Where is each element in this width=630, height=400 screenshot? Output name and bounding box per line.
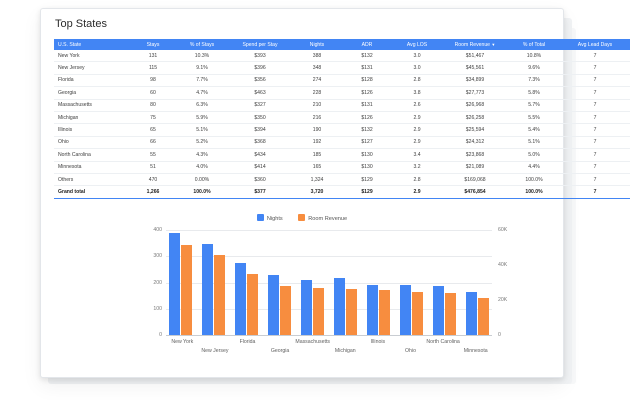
left-axis-tick: 200 [153, 279, 162, 286]
table-cell: 100.0% [508, 186, 560, 198]
table-cell: 2.9 [392, 111, 442, 123]
table-header [54, 39, 630, 50]
table-cell: 5.9% [176, 111, 228, 123]
chart-x-axis-labels [166, 337, 492, 363]
table-cell: 5.5% [508, 111, 560, 123]
table-cell: 10.3% [176, 50, 228, 62]
table-cell: 4.0% [176, 161, 228, 173]
table-cell: 100.0% [508, 173, 560, 185]
table-cell: $377 [228, 186, 292, 198]
bar-nights[interactable] [268, 275, 279, 335]
x-axis-label: Illinois [370, 339, 386, 345]
bar-room-revenue[interactable] [412, 292, 423, 335]
legend-label-nights: Nights [266, 216, 283, 222]
bar-room-revenue[interactable] [478, 298, 489, 335]
table-cell: 7 [560, 62, 630, 74]
table-cell: 470 [130, 173, 176, 185]
table-cell: 55 [130, 149, 176, 161]
table-cell: $34,899 [442, 74, 508, 86]
table-cell: $132 [342, 50, 392, 62]
table-cell: $434 [228, 149, 292, 161]
bar-group [199, 230, 227, 335]
table-cell: 348 [292, 62, 342, 74]
table-cell: 5.2% [176, 136, 228, 148]
table-cell: $414 [228, 161, 292, 173]
bar-group [464, 230, 492, 335]
table-row [54, 50, 630, 62]
legend-item-room-revenue[interactable] [298, 214, 347, 222]
bar-group [332, 230, 360, 335]
table-row [54, 111, 630, 123]
top-states-table [54, 39, 630, 199]
table-cell: 2.6 [392, 99, 442, 111]
bar-group [298, 230, 326, 335]
table-cell: $476,854 [442, 186, 508, 198]
table-row [54, 161, 630, 173]
table-cell: 7 [560, 173, 630, 185]
col-stays[interactable]: Stays [130, 39, 176, 50]
table-cell: 3.4 [392, 149, 442, 161]
bar-nights[interactable] [466, 292, 477, 335]
bar-room-revenue[interactable] [247, 274, 258, 335]
col-spend-per-stay[interactable]: Spend per Stay [228, 39, 292, 50]
table-row [54, 136, 630, 148]
table-row [54, 74, 630, 86]
table-cell: 228 [292, 87, 342, 99]
left-axis-tick: 100 [153, 305, 162, 312]
table-row [54, 124, 630, 136]
x-axis-label: North Carolina [426, 339, 460, 345]
table-cell: 98 [130, 74, 176, 86]
table-cell: $126 [342, 87, 392, 99]
table-cell: 3,720 [292, 186, 342, 198]
legend-item-nights[interactable] [257, 214, 283, 222]
table-cell: $21,089 [442, 161, 508, 173]
table-cell: $23,868 [442, 149, 508, 161]
table-cell: 7.3% [508, 74, 560, 86]
left-axis-tick: 0 [159, 332, 162, 338]
table-cell: 3.2 [392, 161, 442, 173]
bar-room-revenue[interactable] [214, 255, 225, 335]
table-cell: 5.0% [508, 149, 560, 161]
table-cell: Minnesota [54, 161, 130, 173]
table-cell: 80 [130, 99, 176, 111]
bar-room-revenue[interactable] [346, 289, 357, 335]
table-cell: 2.8 [392, 173, 442, 185]
table-cell: 2.8 [392, 74, 442, 86]
table-cell: 7 [560, 99, 630, 111]
table-cell: Massachusetts [54, 99, 130, 111]
table-row [54, 149, 630, 161]
sort-descending-icon: ▼ [491, 41, 496, 47]
table-row [54, 99, 630, 111]
bar-group [232, 230, 260, 335]
table-cell: $129 [342, 186, 392, 198]
x-axis-label: Massachusetts [295, 339, 330, 345]
table-cell: $130 [342, 149, 392, 161]
bar-nights[interactable] [301, 280, 312, 335]
table-cell: 4.3% [176, 149, 228, 161]
chart-bars [166, 230, 492, 335]
table-cell: Florida [54, 74, 130, 86]
table-cell: 4.7% [176, 87, 228, 99]
table-cell: 190 [292, 124, 342, 136]
table-cell: 7.7% [176, 74, 228, 86]
table-cell: $51,467 [442, 50, 508, 62]
table-cell: $26,968 [442, 99, 508, 111]
table-cell: 185 [292, 149, 342, 161]
right-axis-tick: 20K [498, 297, 508, 303]
bar-room-revenue[interactable] [313, 288, 324, 335]
table-row [54, 173, 630, 185]
table-cell: North Carolina [54, 149, 130, 161]
table-cell: $350 [228, 111, 292, 123]
table-cell: Grand total [54, 186, 130, 198]
bar-nights[interactable] [202, 244, 213, 335]
table-cell: $127 [342, 136, 392, 148]
table-cell: 6.3% [176, 99, 228, 111]
bar-group [365, 230, 393, 335]
left-axis-tick: 400 [153, 227, 162, 233]
chart-legend [54, 214, 550, 222]
x-axis-label: Ohio [405, 348, 416, 354]
bar-nights[interactable] [367, 285, 378, 335]
col-nights[interactable]: Nights [292, 39, 342, 50]
bar-nights[interactable] [169, 233, 180, 335]
col-room-revenue-label: Room Revenue [454, 41, 490, 48]
table-cell: $368 [228, 136, 292, 148]
table-cell: 2.9 [392, 124, 442, 136]
left-axis-tick: 300 [153, 253, 162, 260]
table-cell: $463 [228, 87, 292, 99]
table-cell: 7 [560, 111, 630, 123]
table-cell: $327 [228, 99, 292, 111]
table-cell: $130 [342, 161, 392, 173]
chart-right-axis [494, 227, 520, 338]
x-axis-label: New York [171, 339, 194, 345]
top-states-table-wrapper [54, 39, 613, 199]
table-body [54, 50, 630, 198]
right-axis-tick: 40K [498, 262, 508, 268]
right-axis-tick: 0 [498, 332, 501, 338]
table-cell: $360 [228, 173, 292, 185]
table-row [54, 87, 630, 99]
table-cell: 5.1% [176, 124, 228, 136]
bar-group [398, 230, 426, 335]
table-cell: 7 [560, 186, 630, 198]
table-cell: 7 [560, 136, 630, 148]
table-cell: 192 [292, 136, 342, 148]
table-cell: $131 [342, 62, 392, 74]
col-pct-stays[interactable]: % of Stays [176, 39, 228, 50]
table-total-row [54, 186, 630, 198]
table-cell: 1,266 [130, 186, 176, 198]
col-pct-total[interactable]: % of Total [508, 39, 560, 50]
table-cell: 75 [130, 111, 176, 123]
table-cell: $126 [342, 111, 392, 123]
col-adr[interactable]: ADR [342, 39, 392, 50]
x-axis-label: Florida [239, 339, 256, 345]
bar-room-revenue[interactable] [181, 245, 192, 335]
page-title: Top States [55, 18, 107, 30]
col-room-revenue[interactable] [442, 39, 508, 50]
table-cell: 4.4% [508, 161, 560, 173]
table-cell: 7 [560, 161, 630, 173]
table-cell: 7 [560, 74, 630, 86]
table-cell: $25,594 [442, 124, 508, 136]
table-cell: 3.8 [392, 87, 442, 99]
table-header-row [54, 39, 630, 50]
table-cell: $45,561 [442, 62, 508, 74]
table-cell: 274 [292, 74, 342, 86]
x-axis-label: Michigan [334, 348, 356, 354]
table-cell: New York [54, 50, 130, 62]
bar-nights[interactable] [433, 286, 444, 335]
table-cell: 5.1% [508, 136, 560, 148]
table-cell: 9.1% [176, 62, 228, 74]
table-cell: 5.8% [508, 87, 560, 99]
bar-nights[interactable] [334, 278, 345, 335]
chart-left-axis [136, 227, 162, 338]
table-cell: 7 [560, 149, 630, 161]
bar-nights[interactable] [400, 285, 411, 335]
legend-swatch-nights [257, 214, 264, 221]
table-cell: $394 [228, 124, 292, 136]
table-cell: 210 [292, 99, 342, 111]
right-axis-tick: 60K [498, 227, 508, 233]
table-cell: $24,312 [442, 136, 508, 148]
table-cell: 7 [560, 87, 630, 99]
legend-swatch-room-revenue [298, 214, 305, 221]
table-row [54, 62, 630, 74]
x-axis-label: Minnesota [463, 348, 488, 354]
table-cell: Ohio [54, 136, 130, 148]
table-cell: 5.7% [508, 99, 560, 111]
col-avg-lead-days[interactable]: Avg Lead Days [560, 39, 630, 50]
table-cell: 1,324 [292, 173, 342, 185]
table-cell: 7 [560, 50, 630, 62]
bar-group [265, 230, 293, 335]
table-cell: 388 [292, 50, 342, 62]
table-cell: 216 [292, 111, 342, 123]
table-cell: Others [54, 173, 130, 185]
bar-nights[interactable] [235, 263, 246, 335]
bar-room-revenue[interactable] [445, 293, 456, 335]
x-axis-label: New Jersey [201, 348, 229, 354]
x-axis-label: Georgia [270, 348, 290, 354]
bar-group [166, 230, 194, 335]
table-cell: $129 [342, 173, 392, 185]
bar-room-revenue[interactable] [280, 286, 291, 335]
table-cell: $128 [342, 74, 392, 86]
table-cell: 5.4% [508, 124, 560, 136]
table-cell: Illinois [54, 124, 130, 136]
nights-revenue-chart [54, 214, 550, 364]
table-cell: 2.9 [392, 136, 442, 148]
table-cell: 51 [130, 161, 176, 173]
bar-room-revenue[interactable] [379, 290, 390, 335]
chart-plot-area [54, 227, 550, 364]
table-cell: $393 [228, 50, 292, 62]
table-cell: 3.0 [392, 50, 442, 62]
table-cell: $356 [228, 74, 292, 86]
bar-group [431, 230, 459, 335]
table-cell: 9.6% [508, 62, 560, 74]
table-cell: 10.8% [508, 50, 560, 62]
col-avg-los[interactable]: Avg LOS [392, 39, 442, 50]
table-cell: $26,258 [442, 111, 508, 123]
table-cell: Georgia [54, 87, 130, 99]
table-cell: 2.9 [392, 186, 442, 198]
table-cell: New Jersey [54, 62, 130, 74]
table-cell: 66 [130, 136, 176, 148]
table-cell: 115 [130, 62, 176, 74]
table-cell: Michigan [54, 111, 130, 123]
col-state[interactable]: U.S. State [54, 39, 130, 50]
table-cell: 65 [130, 124, 176, 136]
table-cell: $131 [342, 99, 392, 111]
table-cell: $396 [228, 62, 292, 74]
table-cell: $132 [342, 124, 392, 136]
dashboard-card [40, 8, 613, 378]
table-cell: 131 [130, 50, 176, 62]
chart-baseline [166, 335, 492, 336]
table-cell: 7 [560, 124, 630, 136]
table-cell: $27,773 [442, 87, 508, 99]
legend-label-room-revenue: Room Revenue [308, 216, 348, 222]
table-cell: 60 [130, 87, 176, 99]
table-cell: 3.0 [392, 62, 442, 74]
table-cell: 165 [292, 161, 342, 173]
table-cell: 0.00% [176, 173, 228, 185]
table-cell: 100.0% [176, 186, 228, 198]
table-cell: $169,068 [442, 173, 508, 185]
